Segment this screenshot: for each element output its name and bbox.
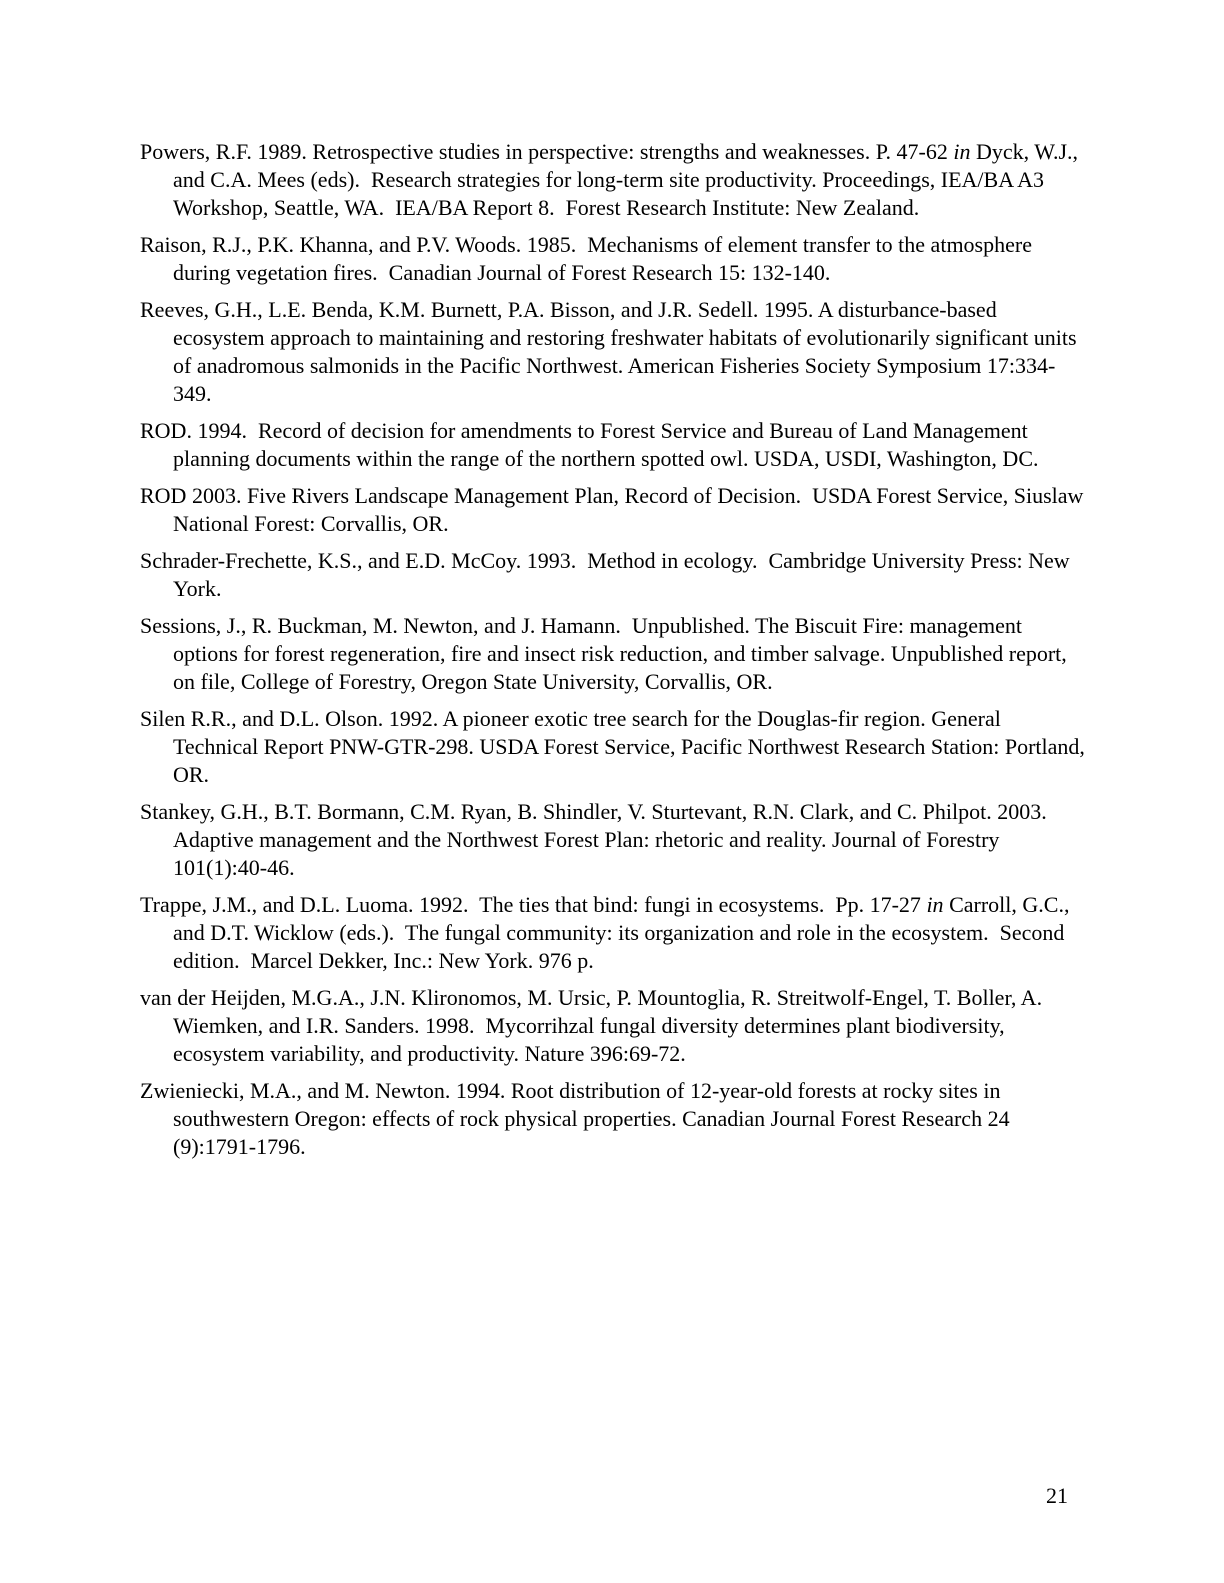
reference-text: Stankey, G.H., B.T. Bormann, C.M. Ryan, B. Shindler, V. Sturtevant, R.N. Clark, and C. Philpot. 2003. Adaptive management and the Northwest Forest Plan: rhetoric and reality. Journal of Forestry 101(1):40-46. bbox=[140, 799, 1052, 880]
reference-entry bbox=[140, 296, 1088, 408]
reference-entry bbox=[140, 612, 1088, 696]
reference-text: Raison, R.J., P.K. Khanna, and P.V. Woods. 1985. Mechanisms of element transfer to the atmosphere during vegetation fires. Canadian Journal of Forest Research 15: 132-140. bbox=[140, 232, 1038, 285]
reference-entry bbox=[140, 482, 1088, 538]
reference-entry bbox=[140, 891, 1088, 975]
reference-text-italic: in bbox=[953, 139, 971, 164]
page-number: 21 bbox=[1046, 1483, 1068, 1508]
reference-entry bbox=[140, 798, 1088, 882]
reference-text: Sessions, J., R. Buckman, M. Newton, and J. Hamann. Unpublished. The Biscuit Fire: management options for forest regeneration, fire and insect risk reduction, and timber salvage. Unpublished report, on file, College of Forestry, Oregon State University, Corvallis, OR. bbox=[140, 613, 1073, 694]
reference-text: Zwieniecki, M.A., and M. Newton. 1994. Root distribution of 12-year-old forests at rocky sites in southwestern Oregon: effects of rock physical properties. Canadian Journal Forest Research 24 (9):1791-1796. bbox=[140, 1078, 1016, 1159]
reference-text-italic: in bbox=[926, 892, 944, 917]
reference-text: Powers, R.F. 1989. Retrospective studies in perspective: strengths and weaknesses. P. 47-62 bbox=[140, 139, 954, 164]
reference-text: Dyck, W.J., and C.A. Mees (eds). Research strategies for long-term site productivity. Proceedings, IEA/BA A3 Workshop, Seattle, WA. IEA/BA Report 8. Forest Research Institute: New Zealand. bbox=[173, 139, 1084, 220]
reference-entry bbox=[140, 417, 1088, 473]
reference-entry bbox=[140, 984, 1088, 1068]
reference-text: Silen R.R., and D.L. Olson. 1992. A pioneer exotic tree search for the Douglas-fir region. General Technical Report PNW-GTR-298. USDA Forest Service, Pacific Northwest Research Station: Portland, OR. bbox=[140, 706, 1091, 787]
reference-entry bbox=[140, 1077, 1088, 1161]
reference-text: ROD 2003. Five Rivers Landscape Management Plan, Record of Decision. USDA Forest Service, Siuslaw National Forest: Corvallis, OR. bbox=[140, 483, 1089, 536]
reference-text: ROD. 1994. Record of decision for amendments to Forest Service and Bureau of Land Management planning documents within the range of the northern spotted owl. USDA, USDI, Washington, DC. bbox=[140, 418, 1039, 471]
reference-text: Reeves, G.H., L.E. Benda, K.M. Burnett, P.A. Bisson, and J.R. Sedell. 1995. A disturbance-based ecosystem approach to maintaining and restoring freshwater habitats of evolutionarily significant units of anadromous salmonids in the Pacific Northwest. American Fisheries Society Symposium 17:334-349. bbox=[140, 297, 1083, 406]
reference-text: Carroll, G.C., and D.T. Wicklow (eds.). The fungal community: its organization and role in the ecosystem. Second edition. Marcel Dekker, Inc.: New York. 976 p. bbox=[173, 892, 1075, 973]
reference-text: van der Heijden, M.G.A., J.N. Klironomos, M. Ursic, P. Mountoglia, R. Streitwolf-Engel, T. Boller, A. Wiemken, and I.R. Sanders. 1998. Mycorrihzal fungal diversity determines plant biodiversity, ecosystem variability, and productivity. Nature 396:69-72. bbox=[140, 985, 1048, 1066]
reference-entry bbox=[140, 705, 1091, 789]
reference-text: Trappe, J.M., and D.L. Luoma. 1992. The ties that bind: fungi in ecosystems. Pp. 17-27 bbox=[140, 892, 927, 917]
reference-text: Schrader-Frechette, K.S., and E.D. McCoy. 1993. Method in ecology. Cambridge University Press: New York. bbox=[140, 548, 1075, 601]
reference-entry bbox=[140, 138, 1088, 222]
reference-entry bbox=[140, 547, 1088, 603]
references-list bbox=[140, 138, 1091, 1170]
reference-entry bbox=[140, 231, 1088, 287]
